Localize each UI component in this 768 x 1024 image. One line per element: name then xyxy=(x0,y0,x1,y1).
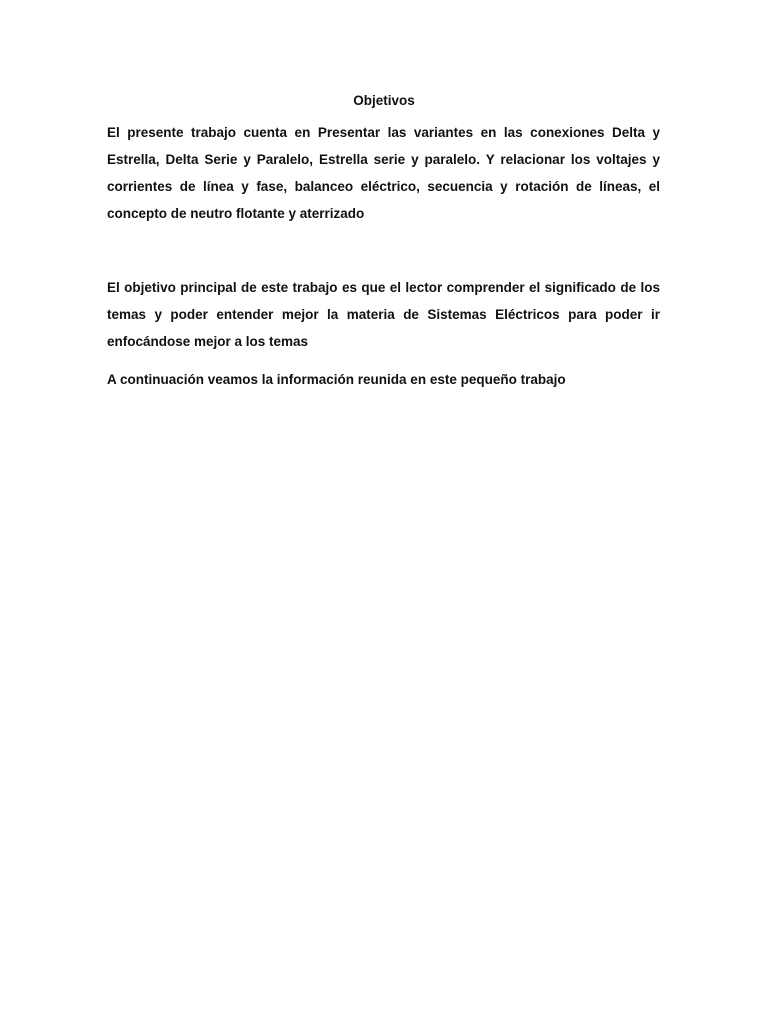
paragraph-continuation: A continuación veamos la información reunida en este pequeño trabajo xyxy=(107,372,566,387)
page-title: Objetivos xyxy=(353,93,415,108)
paragraph-main-objective: El objetivo principal de este trabajo es que el lector comprender el significado de los temas y poder entender mejor la materia de Sistemas Eléctricos para poder ir enfocándose mejor a los temas xyxy=(107,280,660,349)
paragraph-introduction: El presente trabajo cuenta en Presentar las variantes en las conexiones Delta y Estrella, Delta Serie y Paralelo, Estrella serie y paralelo. Y relacionar los voltajes y corrientes de línea y fase, balanceo eléctrico, secuencia y rotación de líneas, el concepto de neutro flotante y aterrizado xyxy=(107,125,660,221)
